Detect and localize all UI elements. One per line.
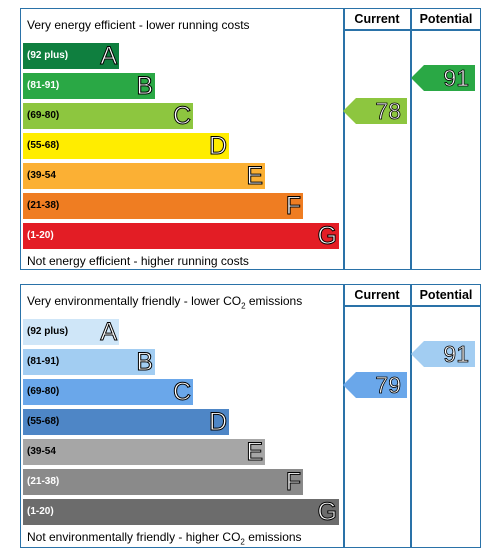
- band-e: [23, 163, 265, 189]
- band-range: (55-68): [27, 416, 60, 427]
- column-divider: [343, 9, 345, 269]
- band-a: [23, 43, 119, 69]
- band-letter: A: [100, 42, 117, 70]
- header-divider: [343, 305, 480, 307]
- band-b: [23, 349, 155, 375]
- column-divider: [410, 285, 412, 547]
- band-letter: D: [208, 132, 227, 160]
- band-letter: C: [172, 378, 191, 406]
- band-letter: B: [136, 348, 153, 376]
- band-letter: D: [208, 408, 227, 436]
- band-range: (1-20): [27, 506, 54, 517]
- top-caption: Very environmentally friendly - lower $CO_2$ emissions: [27, 294, 303, 311]
- potential-header: Potential: [419, 12, 473, 26]
- current-rating-arrow: [343, 98, 407, 124]
- band-range: (81-91): [27, 356, 60, 367]
- bottom-caption: Not environmentally friendly - higher $CO_2$ emissions: [27, 530, 302, 547]
- band-range: (69-80): [27, 386, 60, 397]
- band-c: [23, 103, 193, 129]
- current-header: Current: [354, 288, 400, 302]
- band-c: [23, 379, 193, 405]
- header-divider: [343, 29, 480, 31]
- band-letter: G: [317, 498, 337, 526]
- band-a: [23, 319, 119, 345]
- potential-rating-arrow: [411, 65, 475, 91]
- band-d: [23, 409, 229, 435]
- band-letter: A: [100, 318, 117, 346]
- band-d: [23, 133, 229, 159]
- bottom-caption: Not energy efficient - higher running costs: [27, 254, 249, 268]
- band-letter: G: [317, 222, 337, 250]
- band-letter: E: [246, 162, 263, 190]
- current-rating-arrow-value: 79: [375, 372, 401, 399]
- band-f: [23, 469, 303, 495]
- potential-rating-arrow-value: 91: [443, 341, 469, 367]
- band-range: (39-54: [27, 170, 56, 181]
- band-letter: F: [285, 192, 301, 220]
- current-header: Current: [354, 12, 400, 26]
- band-range: (55-68): [27, 140, 60, 151]
- band-g: [23, 223, 339, 249]
- band-range: (39-54: [27, 446, 56, 457]
- current-rating-arrow-value: 78: [375, 97, 401, 124]
- band-letter: C: [172, 102, 191, 130]
- band-range: (1-20): [27, 230, 54, 241]
- potential-rating-arrow: [411, 341, 475, 367]
- energy-efficiency-chart: [20, 8, 481, 270]
- band-range: (69-80): [27, 110, 60, 121]
- band-f: [23, 193, 303, 219]
- top-caption: Very energy efficient - lower running costs: [27, 18, 250, 32]
- band-range: (21-38): [27, 476, 60, 487]
- band-range: (92 plus): [27, 326, 69, 337]
- current-rating-arrow: [343, 372, 407, 398]
- band-letter: E: [246, 438, 263, 466]
- band-e: [23, 439, 265, 465]
- band-letter: B: [136, 72, 153, 100]
- band-range: (21-38): [27, 200, 60, 211]
- band-range: (81-91): [27, 80, 60, 91]
- column-divider: [410, 9, 412, 269]
- band-letter: F: [285, 468, 301, 496]
- potential-header: Potential: [419, 288, 473, 302]
- potential-rating-arrow-value: 91: [443, 65, 469, 91]
- column-divider: [343, 285, 345, 547]
- band-g: [23, 499, 339, 525]
- band-b: [23, 73, 155, 99]
- environmental-impact-chart: [20, 284, 481, 548]
- band-range: (92 plus): [27, 50, 69, 61]
